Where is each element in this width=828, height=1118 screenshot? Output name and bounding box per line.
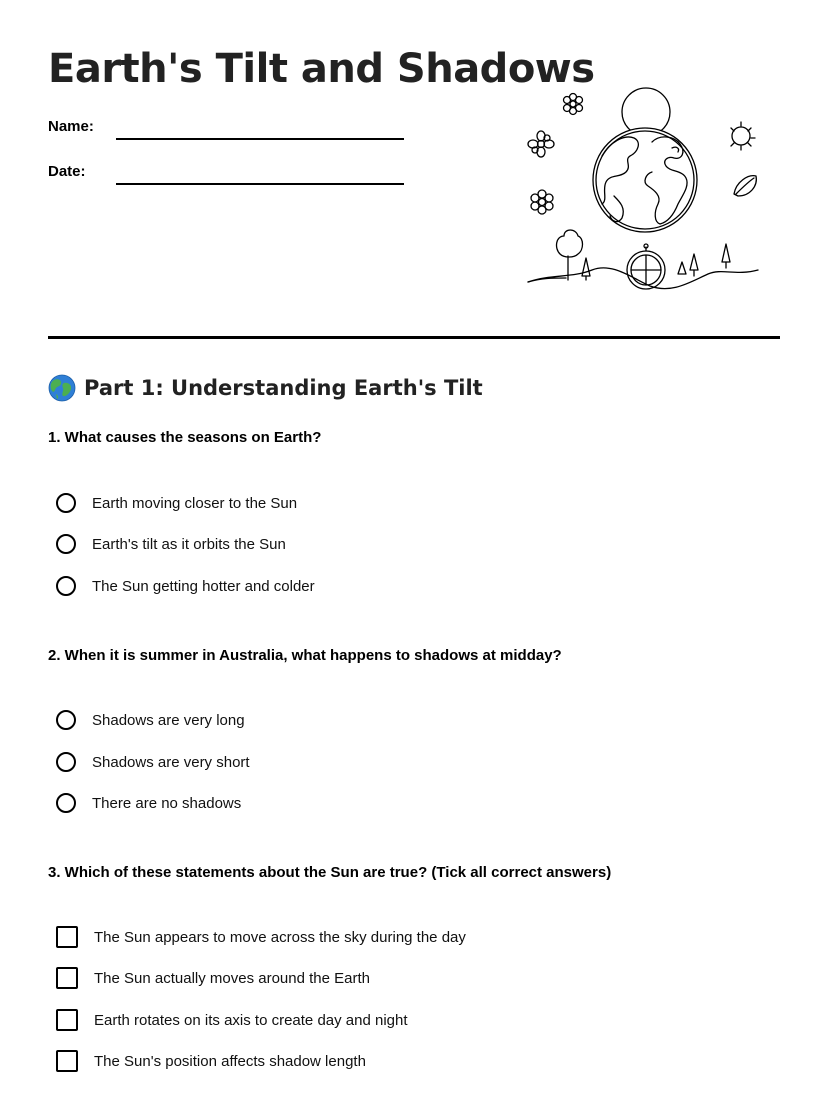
- question-3: 3. Which of these statements about the Sun are true? (Tick all correct answers): [48, 864, 612, 881]
- name-label: Name:: [48, 118, 94, 135]
- option-label: Shadows are very long: [92, 711, 245, 729]
- radio-button[interactable]: [56, 576, 76, 596]
- date-field[interactable]: [48, 157, 408, 187]
- radio-button[interactable]: [56, 534, 76, 554]
- option-label: Earth moving closer to the Sun: [92, 494, 298, 512]
- radio-button[interactable]: [56, 752, 76, 772]
- checkbox[interactable]: [56, 926, 78, 948]
- part1-heading: [48, 374, 483, 402]
- name-field[interactable]: [48, 112, 408, 142]
- q3-option-3[interactable]: [56, 1006, 408, 1034]
- option-label: Earth rotates on its axis to create day and night: [94, 1011, 408, 1029]
- radio-button[interactable]: [56, 493, 76, 513]
- q1-option-1[interactable]: [56, 489, 297, 517]
- q3-option-1[interactable]: [56, 923, 466, 951]
- question-2: 2. When it is summer in Australia, what happens to shadows at midday?: [48, 647, 562, 664]
- q2-option-2[interactable]: [56, 748, 250, 776]
- q2-option-1[interactable]: [56, 706, 245, 734]
- date-answer-line[interactable]: [116, 183, 404, 185]
- option-label: The Sun appears to move across the sky during the day: [94, 928, 466, 946]
- flower-icon: [564, 94, 583, 115]
- sundial-icon: [627, 244, 665, 289]
- q1-option-2[interactable]: [56, 530, 286, 558]
- tree-icon: [557, 230, 583, 280]
- checkbox[interactable]: [56, 1009, 78, 1031]
- q3-option-2[interactable]: [56, 964, 370, 992]
- small-sun-icon: [731, 122, 755, 150]
- earth-icon: [593, 128, 697, 232]
- part1-title: Part 1: Understanding Earth's Tilt: [84, 376, 483, 400]
- flower-icon: [531, 190, 553, 214]
- worksheet-title: Earth's Tilt and Shadows: [48, 46, 595, 92]
- header-divider: [48, 336, 780, 339]
- checkbox[interactable]: [56, 1050, 78, 1072]
- checkbox[interactable]: [56, 967, 78, 989]
- option-label: The Sun actually moves around the Earth: [94, 969, 370, 987]
- leaf-icon: [734, 176, 756, 196]
- flower-icon: [528, 131, 554, 157]
- date-label: Date:: [48, 163, 86, 180]
- option-label: There are no shadows: [92, 794, 242, 812]
- earth-sun-illustration: [522, 86, 768, 312]
- q1-option-3[interactable]: [56, 572, 315, 600]
- q2-option-3[interactable]: [56, 789, 241, 817]
- q3-option-4[interactable]: [56, 1047, 366, 1075]
- option-label: The Sun's position affects shadow length: [94, 1052, 366, 1070]
- option-label: The Sun getting hotter and colder: [92, 577, 315, 595]
- globe-icon: [48, 374, 76, 402]
- name-answer-line[interactable]: [116, 138, 404, 140]
- question-1: 1. What causes the seasons on Earth?: [48, 429, 322, 446]
- option-label: Earth's tilt as it orbits the Sun: [92, 535, 286, 553]
- radio-button[interactable]: [56, 710, 76, 730]
- option-label: Shadows are very short: [92, 753, 250, 771]
- radio-button[interactable]: [56, 793, 76, 813]
